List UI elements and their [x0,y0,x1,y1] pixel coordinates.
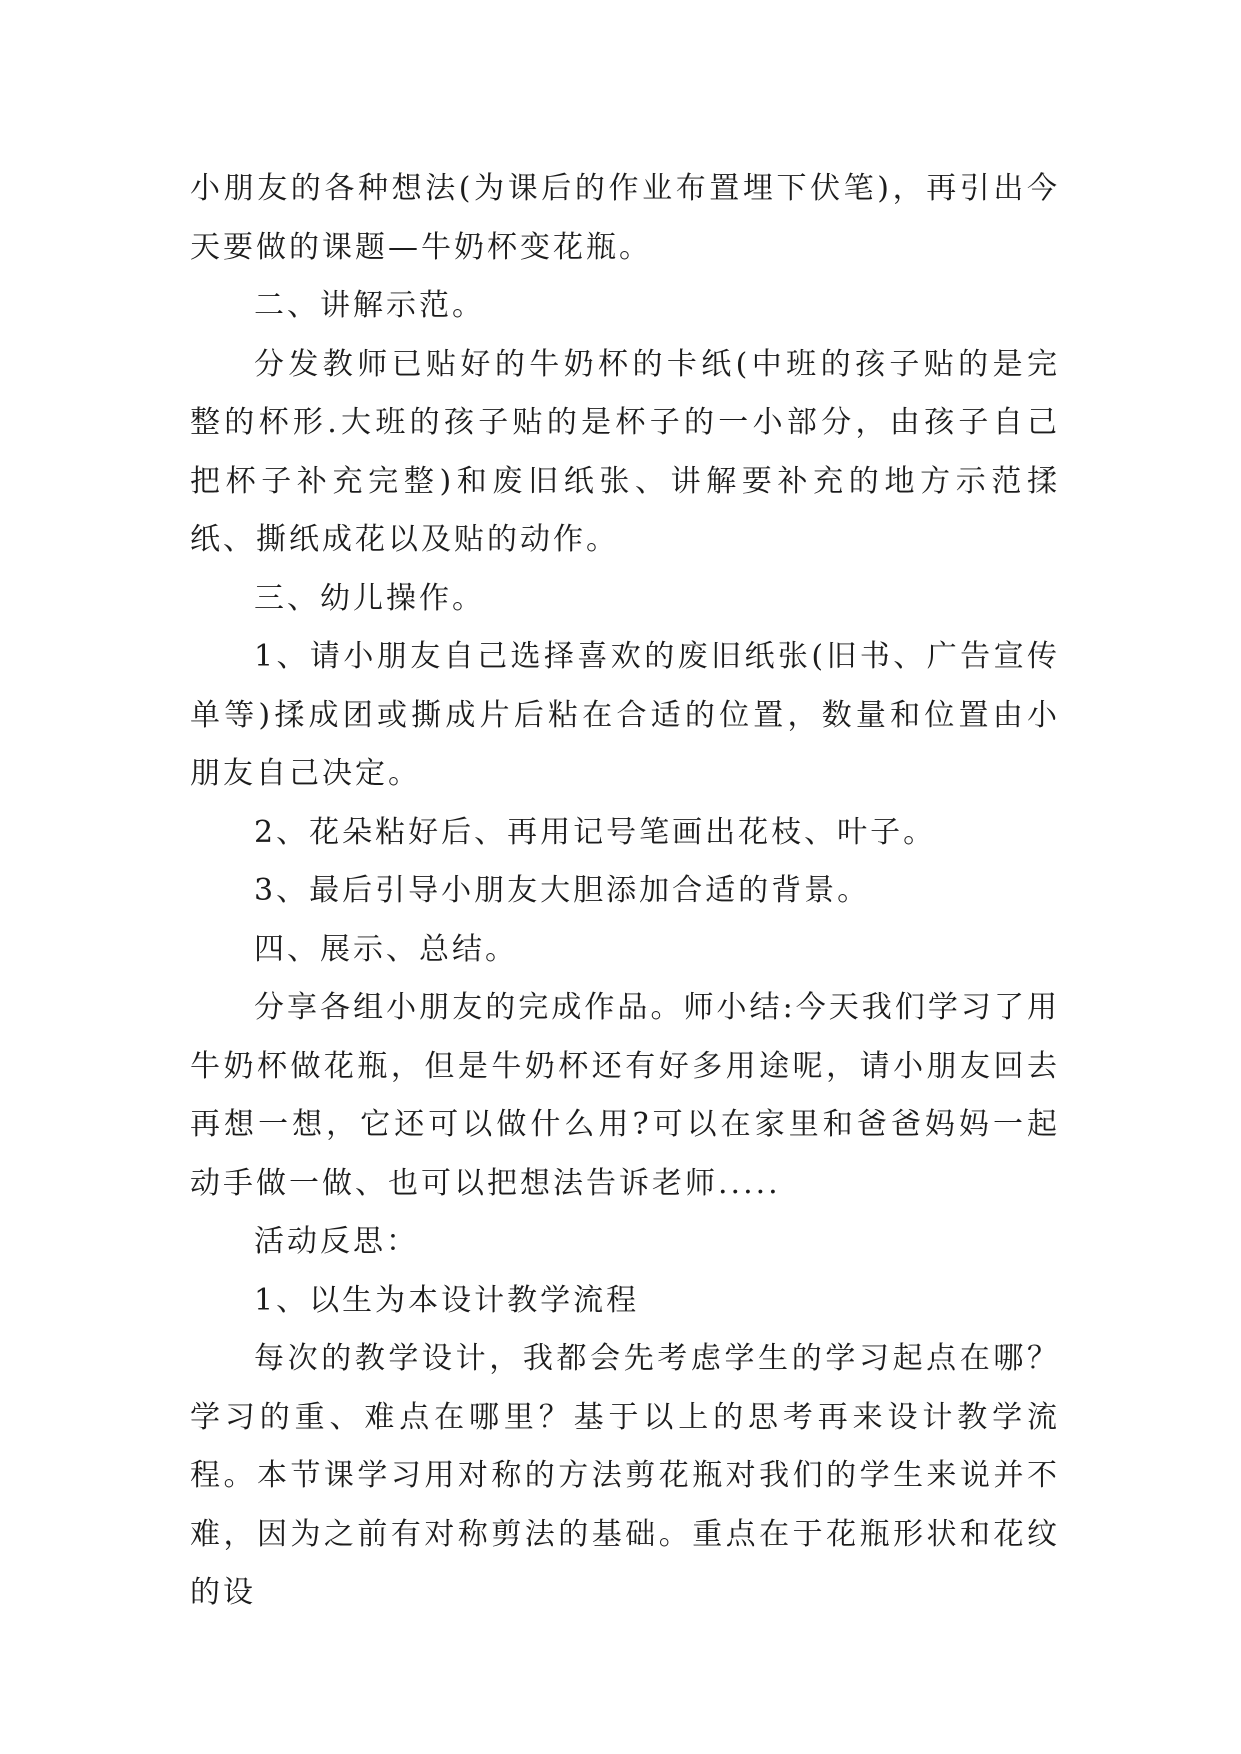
section-heading-8: 四、展示、总结。 [254,931,518,967]
list-item-7: 3、最后引导小朋友大胆添加合适的背景。 [254,873,871,908]
paragraph-12: 每次的教学设计，我都会先考虑学生的学习起点在哪？学习的重、难点在哪里？基于以上的思考再来设计教学流程。本节课学习用对称的方法剪花瓶对我们的学生来说并不难，因为之前有对称剪法的基础。重点在于花瓶形状和花纹的设 [190,1341,1060,1610]
paragraph-3: 分发教师已贴好的牛奶杯的卡纸(中班的孩子贴的是完整的杯形.大班的孩子贴的是杯子的一小部分，由孩子自己把杯子补充完整)和废旧纸张、讲解要补充的地方示范揉纸、撕纸成花以及贴的动作。 [190,346,1060,557]
list-item-6: 2、花朵粘好后、再用记号笔画出花枝、叶子。 [254,814,937,850]
subheading-11: 1、以生为本设计教学流程 [254,1282,640,1318]
section-heading-10: 活动反思： [254,1224,419,1259]
section-heading-2: 二、讲解示范。 [254,288,485,323]
document-body [190,160,1060,1623]
paragraph-1: 小朋友的各种想法(为课后的作业布置埋下伏笔)，再引出今天要做的课题—牛奶杯变花瓶。 [190,171,1060,265]
section-heading-4: 三、幼儿操作。 [254,580,485,616]
list-item-5: 1、请小朋友自己选择喜欢的废旧纸张(旧书、广告宣传单等)揉成团或撕成片后粘在合适的位置，数量和位置由小朋友自己决定。 [190,639,1060,791]
paragraph-9: 分享各组小朋友的完成作品。师小结:今天我们学习了用牛奶杯做花瓶，但是牛奶杯还有好多用途呢，请小朋友回去再想一想，它还可以做什么用?可以在家里和爸爸妈妈一起动手做一做、也可以把想法告诉老师..... [190,990,1060,1201]
